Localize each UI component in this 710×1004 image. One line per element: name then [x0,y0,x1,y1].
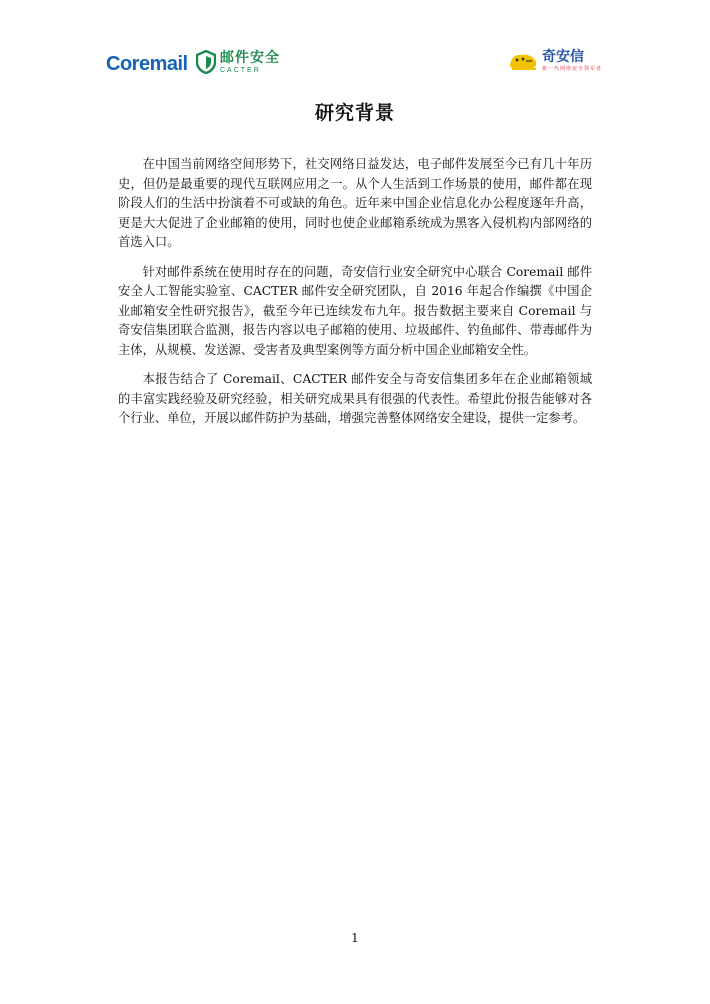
qax-mascot-icon [508,51,540,71]
page-title: 研究背景 [314,102,395,124]
paragraph: 本报告结合了 Coremail、CACTER 邮件安全与奇安信集团多年在企业邮箱领域的丰富实践经验及研究经验，相关研究成果具有很强的代表性。希望此份报告能够对各个行业、单位，开展以邮件防护为基础，增强完善整体网络安全建设，提供一定参考。 [118,372,592,425]
body-content [118,155,592,439]
qax-logo-subtitle: 新一代网络安全领军者 [542,66,603,72]
shield-icon [196,50,216,74]
page-header [0,0,710,90]
page-number: 1 [351,931,359,945]
coremail-logo: Coremail [106,53,188,75]
qax-logo-cn: 奇安信 [542,49,584,65]
paragraph: 针对邮件系统在使用时存在的问题，奇安信行业安全研究中心联合 Coremail 邮件安全人工智能实验室、CACTER 邮件安全研究团队，自 2016 年起合作编撰《中国企业邮箱安全性研究报告》，截至今年已连续发布九年。报告数据主要来自 Coremail 与奇安信集团联合监测，报告内容以电子邮箱的使用、垃圾邮件、钓鱼邮件、带毒邮件为主体，从规模、发送源、受害者及典型案例等方面分析中国企业邮箱安全性。 [118,264,592,357]
cacter-logo-cn: 邮件安全 [220,49,280,66]
cacter-logo-en: CACTER [220,66,261,74]
paragraph: 在中国当前网络空间形势下，社交网络日益发达，电子邮件发展至今已有几十年历史，但仍是最重要的现代互联网应用之一。从个人生活到工作场景的使用，邮件都在现阶段人们的生活中扮演着不可或缺的角色。近年来中国企业信息化办公程度逐年升高，更是大大促进了企业邮箱的使用，同时也使企业邮箱系统成为黑客入侵机构内部网络的首选入口。 [118,157,592,249]
qax-logo [508,50,602,72]
cacter-logo [196,50,280,74]
